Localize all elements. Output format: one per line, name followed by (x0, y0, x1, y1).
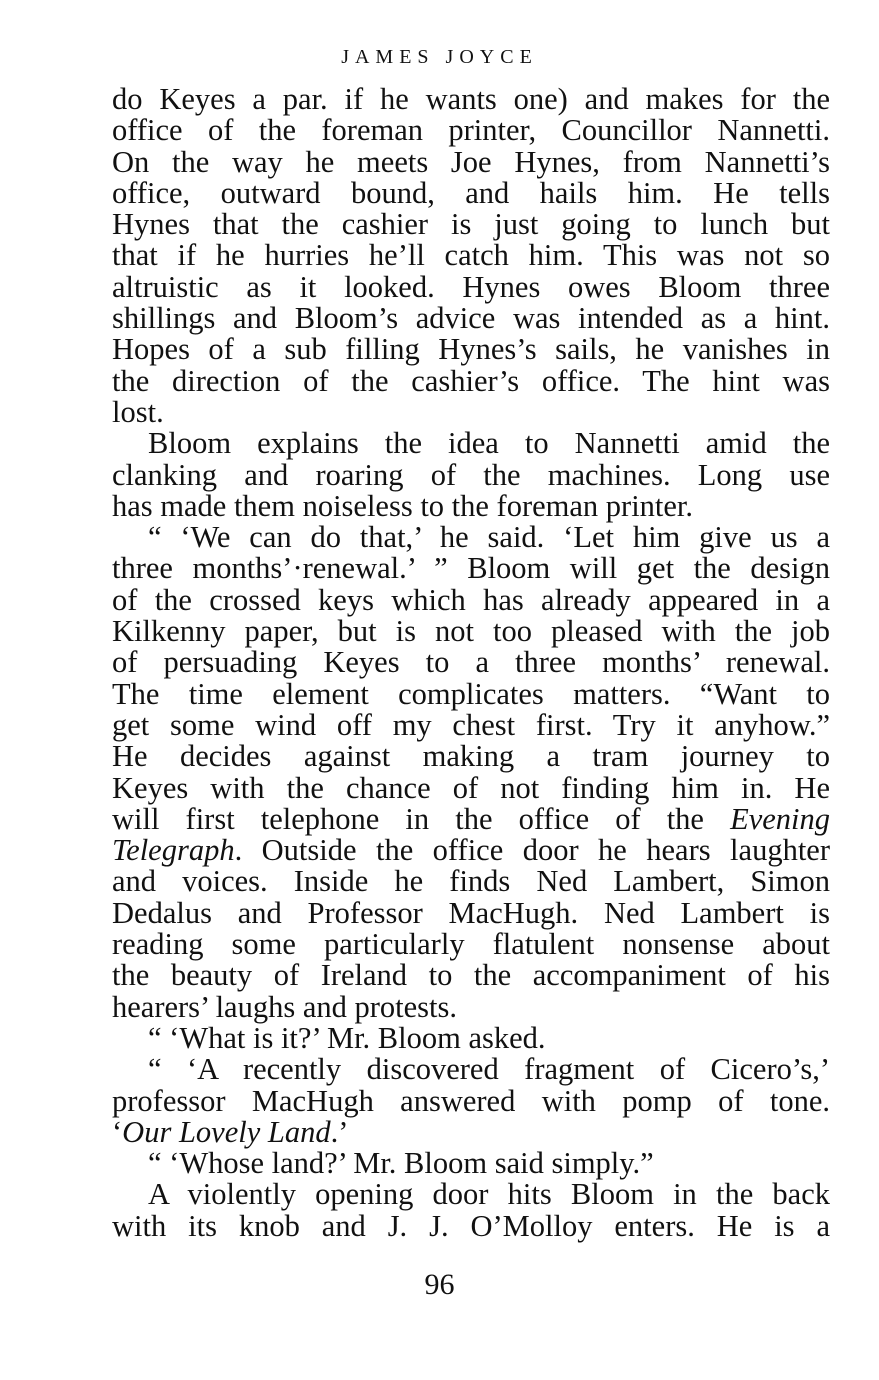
text-line: altruistic as it looked. Hynes owes Bloom three (112, 269, 830, 304)
text-line: that if he hurries he’ll catch him. This was not so (112, 238, 830, 273)
text-line: of the crossed keys which has already appeared in a (112, 582, 830, 617)
text-line: of persuading Keyes to a three months’ renewal. (112, 645, 830, 680)
text-line: the beauty of Ireland to the accompaniment of his (112, 958, 830, 993)
running-head: JAMES JOYCE (341, 46, 538, 68)
text-line: Bloom explains the idea to Nannetti amid the (148, 426, 830, 461)
body-text (112, 84, 830, 1242)
text-line: Hopes of a sub filling Hynes’s sails, he vanishes in (112, 332, 830, 367)
text-line: The time element complicates matters. “Want to (112, 676, 830, 711)
text-line: “ ‘A recently discovered fragment of Cicero’s,’ (148, 1052, 830, 1087)
text-line: Dedalus and Professor MacHugh. Ned Lambert is (112, 895, 830, 930)
text-line: Keyes with the chance of not finding him in. He (112, 770, 830, 805)
text-line: He decides against making a tram journey to (112, 739, 830, 774)
text-line: On the way he meets Joe Hynes, from Nannetti’s (112, 144, 830, 179)
text-line: shillings and Bloom’s advice was intended as a hint. (112, 301, 830, 336)
text-line: get some wind off my chest first. Try it anyhow.” (112, 707, 830, 742)
text-line: hearers’ laughs and protests. (112, 989, 457, 1024)
text-line-italic: Telegraph. Outside the office door he hears laughter (112, 833, 830, 868)
text-line: the direction of the cashier’s office. The hint was (112, 363, 830, 398)
text-line: three months’·renewal.’ ” Bloom will get the design (112, 551, 830, 586)
page-number: 96 (424, 1268, 455, 1301)
text-line-italic: ‘Our Lovely Land.’ (112, 1114, 349, 1149)
text-line: has made them noiseless to the foreman printer. (112, 488, 694, 523)
text-line: with its knob and J. J. O’Molloy enters. He is a (112, 1208, 830, 1243)
text-line: clanking and roaring of the machines. Long use (112, 457, 830, 492)
text-line: office of the foreman printer, Councillor Nannetti. (112, 113, 830, 148)
text-line: and voices. Inside he finds Ned Lambert, Simon (112, 864, 830, 899)
text-line: “ ‘Whose land?’ Mr. Bloom said simply.” (148, 1146, 654, 1181)
text-line: do Keyes a par. if he wants one) and makes for the (112, 82, 830, 116)
text-line-italic: will first telephone in the office of the Evening (112, 801, 830, 836)
text-line: Kilkenny paper, but is not too pleased with the job (112, 614, 830, 649)
text-line: Hynes that the cashier is just going to lunch but (112, 207, 830, 242)
text-line: “ ‘What is it?’ Mr. Bloom asked. (148, 1020, 546, 1055)
text-line: “ ‘We can do that,’ he said. ‘Let him give us a (148, 520, 830, 555)
text-line: office, outward bound, and hails him. He tells (112, 175, 830, 210)
text-line: professor MacHugh answered with pomp of tone. (112, 1083, 830, 1118)
text-line: lost. (112, 394, 164, 429)
text-line: A violently opening door hits Bloom in the back (148, 1177, 830, 1212)
text-line: reading some particularly flatulent nonsense about (112, 927, 830, 962)
